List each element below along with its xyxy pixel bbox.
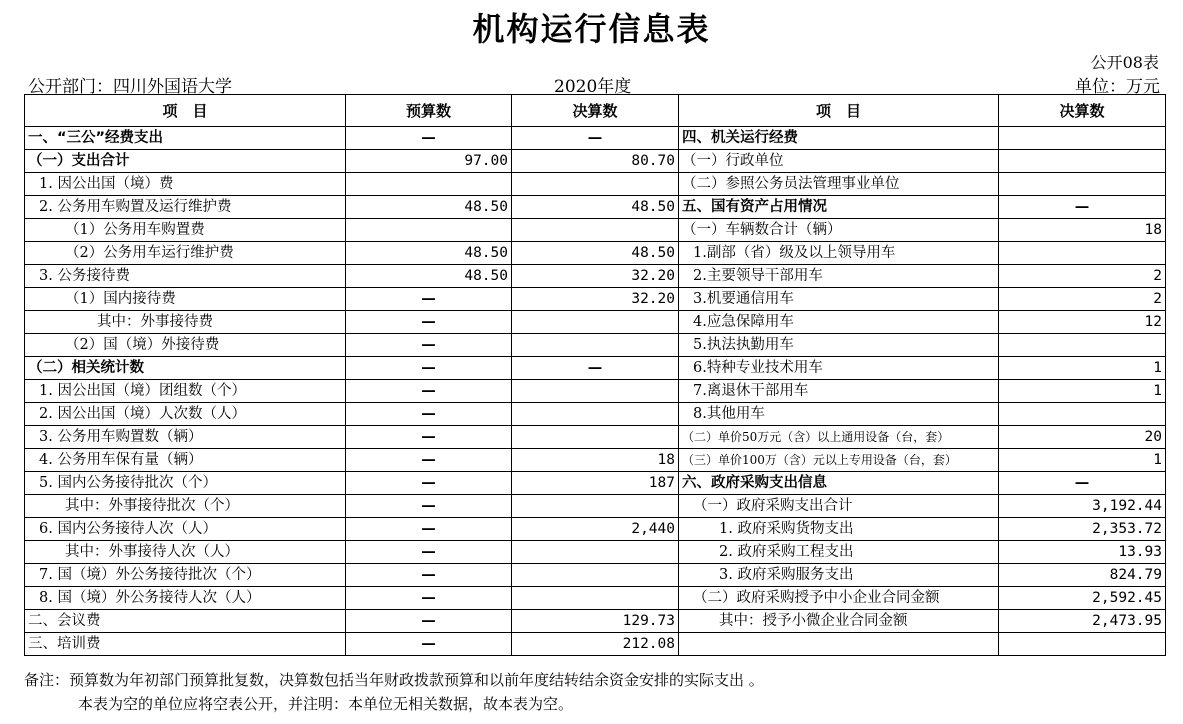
final-right-cell: —: [999, 472, 1166, 495]
table-row: [25, 219, 1166, 242]
item-left-cell: 三、培训费: [25, 633, 346, 656]
final-left-cell: 48.50: [512, 196, 679, 219]
final-left-cell: [512, 541, 679, 564]
unit-label: 单位：万元: [1075, 77, 1160, 97]
final-right-cell: 18: [999, 219, 1166, 242]
item-right-cell: （一）行政单位: [679, 150, 999, 173]
final-left-cell: [512, 587, 679, 610]
table-row: [25, 127, 1166, 150]
final-right-cell: 13.93: [999, 541, 1166, 564]
table-title: 机构运行信息表: [472, 10, 711, 48]
header-budget: 预算数: [346, 95, 512, 127]
final-right-cell: 3,192.44: [999, 495, 1166, 518]
form-id: 公开08表: [1090, 53, 1159, 72]
budget-cell: 48.50: [346, 242, 512, 265]
header-final-left: 决算数: [512, 95, 679, 127]
budget-cell: —: [346, 541, 512, 564]
header-item-right: 项 目: [679, 95, 999, 127]
item-right-cell: 3.机要通信用车: [679, 288, 999, 311]
item-left-cell: 2. 因公出国（境）人次数（人）: [25, 403, 346, 426]
final-right-cell: [999, 334, 1166, 357]
item-right-cell: 8.其他用车: [679, 403, 999, 426]
final-left-cell: [512, 334, 679, 357]
final-right-cell: [999, 633, 1166, 656]
table-row: [25, 610, 1166, 633]
item-left-cell: 其中：外事接待批次（个）: [25, 495, 346, 518]
table-row: [25, 242, 1166, 265]
table-row: [25, 518, 1166, 541]
item-right-cell: 1. 政府采购货物支出: [679, 518, 999, 541]
notes: [24, 668, 764, 716]
item-right-cell: [679, 633, 999, 656]
item-right-cell: 7.离退休干部用车: [679, 380, 999, 403]
final-left-cell: —: [512, 127, 679, 150]
budget-cell: [346, 219, 512, 242]
final-right-cell: 2: [999, 288, 1166, 311]
item-left-cell: 4. 公务用车保有量（辆）: [25, 449, 346, 472]
table-row: [25, 541, 1166, 564]
final-right-cell: 12: [999, 311, 1166, 334]
item-left-cell: 6. 国内公务接待人次（人）: [25, 518, 346, 541]
final-right-cell: [999, 173, 1166, 196]
item-left-cell: （2）公务用车运行维护费: [25, 242, 346, 265]
final-right-cell: 1: [999, 357, 1166, 380]
table-row: [25, 334, 1166, 357]
final-left-cell: [512, 380, 679, 403]
fiscal-year: 2020年度: [554, 77, 632, 97]
item-right-cell: 1.副部（省）级及以上领导用车: [679, 242, 999, 265]
item-right-cell: 五、国有资产占用情况: [679, 196, 999, 219]
item-left-cell: 3. 公务用车购置数（辆）: [25, 426, 346, 449]
final-left-cell: [512, 311, 679, 334]
item-left-cell: （1）公务用车购置费: [25, 219, 346, 242]
final-left-cell: [512, 173, 679, 196]
final-left-cell: [512, 564, 679, 587]
final-left-cell: [512, 495, 679, 518]
item-right-cell: （二）政府采购授予中小企业合同金额: [679, 587, 999, 610]
item-left-cell: 7. 国（境）外公务接待批次（个）: [25, 564, 346, 587]
item-left-cell: 1. 因公出国（境）团组数（个）: [25, 380, 346, 403]
budget-cell: —: [346, 610, 512, 633]
item-right-cell: （三）单价100万（含）元以上专用设备（台，套）: [679, 449, 999, 472]
final-right-cell: [999, 403, 1166, 426]
final-right-cell: 2,473.95: [999, 610, 1166, 633]
item-left-cell: 1. 因公出国（境）费: [25, 173, 346, 196]
note-line: 备注：预算数为年初部门预算批复数，决算数包括当年财政拨款预算和以前年度结转结余资金安排的实际支出 。: [24, 671, 764, 689]
budget-cell: —: [346, 403, 512, 426]
budget-cell: 97.00: [346, 150, 512, 173]
item-left-cell: （一）支出合计: [25, 150, 346, 173]
budget-cell: —: [346, 587, 512, 610]
table-row: [25, 173, 1166, 196]
final-left-cell: 48.50: [512, 242, 679, 265]
budget-cell: —: [346, 357, 512, 380]
table-row: [25, 449, 1166, 472]
table-row: [25, 472, 1166, 495]
budget-cell: —: [346, 633, 512, 656]
meta-row: [24, 72, 1160, 97]
info-table: [24, 94, 1166, 656]
table-row: [25, 288, 1166, 311]
table-row: [25, 150, 1166, 173]
final-right-cell: 1: [999, 380, 1166, 403]
final-right-cell: 824.79: [999, 564, 1166, 587]
note-line: 本表为空的单位应将空表公开，并注明：本单位无相关数据，故本表为空。: [78, 695, 574, 713]
final-right-cell: [999, 150, 1166, 173]
item-right-cell: （二）参照公务员法管理事业单位: [679, 173, 999, 196]
final-right-cell: [999, 127, 1166, 150]
budget-cell: —: [346, 426, 512, 449]
table-row: [25, 587, 1166, 610]
budget-cell: —: [346, 472, 512, 495]
final-left-cell: [512, 426, 679, 449]
final-left-cell: 129.73: [512, 610, 679, 633]
final-left-cell: 32.20: [512, 288, 679, 311]
final-left-cell: 187: [512, 472, 679, 495]
header-item-left: 项 目: [25, 95, 346, 127]
budget-cell: —: [346, 288, 512, 311]
item-right-cell: （一）车辆数合计（辆）: [679, 219, 999, 242]
item-right-cell: 六、政府采购支出信息: [679, 472, 999, 495]
table-row: [25, 357, 1166, 380]
item-left-cell: 二、会议费: [25, 610, 346, 633]
item-left-cell: 2. 公务用车购置及运行维护费: [25, 196, 346, 219]
table-row: [25, 495, 1166, 518]
table-row: [25, 426, 1166, 449]
final-left-cell: 2,440: [512, 518, 679, 541]
table-row: [25, 311, 1166, 334]
budget-cell: [346, 173, 512, 196]
header-final-right: 决算数: [999, 95, 1166, 127]
item-right-cell: 四、机关运行经费: [679, 127, 999, 150]
table-row: [25, 196, 1166, 219]
item-left-cell: 3. 公务接待费: [25, 265, 346, 288]
final-right-cell: —: [999, 196, 1166, 219]
department-label: 公开部门：四川外国语大学: [28, 77, 232, 97]
item-right-cell: 5.执法执勤用车: [679, 334, 999, 357]
final-right-cell: 1: [999, 449, 1166, 472]
table-row: [25, 564, 1166, 587]
budget-cell: —: [346, 495, 512, 518]
item-left-cell: （二）相关统计数: [25, 357, 346, 380]
item-left-cell: 其中：外事接待人次（人）: [25, 541, 346, 564]
budget-cell: —: [346, 311, 512, 334]
budget-cell: 48.50: [346, 265, 512, 288]
item-left-cell: 其中：外事接待费: [25, 311, 346, 334]
item-right-cell: （二）单价50万元（含）以上通用设备（台，套）: [679, 426, 999, 449]
table-row: [25, 403, 1166, 426]
final-left-cell: 32.20: [512, 265, 679, 288]
final-right-cell: 2: [999, 265, 1166, 288]
final-right-cell: 2,592.45: [999, 587, 1166, 610]
item-right-cell: 其中：授予小微企业合同金额: [679, 610, 999, 633]
final-left-cell: [512, 403, 679, 426]
budget-cell: —: [346, 334, 512, 357]
final-left-cell: 80.70: [512, 150, 679, 173]
item-right-cell: 6.特种专业技术用车: [679, 357, 999, 380]
budget-cell: —: [346, 380, 512, 403]
item-left-cell: （1）国内接待费: [25, 288, 346, 311]
final-right-cell: [999, 242, 1166, 265]
table-header-row: [25, 95, 1166, 127]
final-right-cell: 2,353.72: [999, 518, 1166, 541]
budget-cell: —: [346, 564, 512, 587]
item-right-cell: 2. 政府采购工程支出: [679, 541, 999, 564]
final-left-cell: 18: [512, 449, 679, 472]
item-right-cell: 2.主要领导干部用车: [679, 265, 999, 288]
item-right-cell: 4.应急保障用车: [679, 311, 999, 334]
item-left-cell: 8. 国（境）外公务接待人次（人）: [25, 587, 346, 610]
final-left-cell: [512, 219, 679, 242]
table-row: [25, 265, 1166, 288]
item-left-cell: 一、“三公”经费支出: [25, 127, 346, 150]
budget-cell: 48.50: [346, 196, 512, 219]
budget-cell: —: [346, 518, 512, 541]
item-right-cell: （一）政府采购支出合计: [679, 495, 999, 518]
table-row: [25, 380, 1166, 403]
item-left-cell: 5. 国内公务接待批次（个）: [25, 472, 346, 495]
final-left-cell: —: [512, 357, 679, 380]
budget-cell: —: [346, 127, 512, 150]
item-left-cell: （2）国（境）外接待费: [25, 334, 346, 357]
final-right-cell: 20: [999, 426, 1166, 449]
final-left-cell: 212.08: [512, 633, 679, 656]
budget-cell: —: [346, 449, 512, 472]
item-right-cell: 3. 政府采购服务支出: [679, 564, 999, 587]
table-row: [25, 633, 1166, 656]
